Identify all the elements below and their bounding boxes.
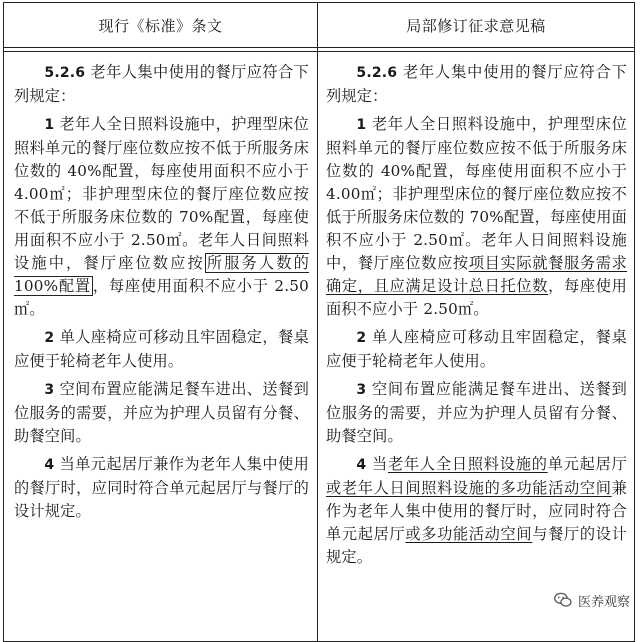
clause-item-1: 1 老年人全日照料设施中，护理型床位照料单元的餐厅座位数应按不低于所服务床位数的 40%配置，每座使用面积不应小于 4.00㎡；非护理型床位的餐厅座位数应按不低于所服务床位数的 70%配置，每座使用面积不应小于 2.50㎡。老年人日间照料设施中，餐厅座位数应按 所服务人数的 100%配置 ，每座使用面积不应小于 2.50㎡。 [14,115,310,318]
underlined-revision: 或老年人日间照料设施的多功能活动空间 [326,479,612,497]
header-current-standard: 现行《标准》条文 [98,16,223,35]
clause-item-3: 3 空间布置应能满足餐车进出、送餐到位服务的需要，并应为护理人员留有分餐、助餐空间。 [14,380,309,445]
boxed-text: 所服务人数的 100%配置 [14,254,309,295]
wechat-icon [553,590,573,610]
comparison-table [3,2,635,642]
underlined-revision: 老年人全日照料设施的 [387,455,548,473]
clause-item-4: 4 当单元起居厅兼作为老年人集中使用的餐厅时，应同时符合单元起居厅与餐厅的设计规定。 [14,455,309,520]
current-standard-column [14,61,309,528]
clause-item-2: 2 单人座椅应可移动且牢固稳定，餐桌应便于轮椅老年人使用。 [326,328,627,370]
column-divider [317,3,318,641]
clause-item-1: 1 老年人全日照料设施中，护理型床位照料单元的餐厅座位数应按不低于所服务床位数的 40%配置，每座使用面积不应小于 4.00㎡；非护理型床位的餐厅座位数应按不低于所服务床位数的 70%配置，每座使用面积不应小于 2.50㎡。老年人日间照料设施中，餐厅座位数应按项目实际就餐服务需求确定，且应满足设计总日托位数，每座使用面积不应小于 2.50㎡。 [326,115,628,318]
header-revision-draft: 局部修订征求意见稿 [406,16,546,35]
revision-draft-column [326,61,627,574]
clause-heading: 5.2.6 老年人集中使用的餐厅应符合下列规定： [326,63,627,105]
clause-item-3: 3 空间布置应能满足餐车进出、送餐到位服务的需要，并应为护理人员留有分餐、助餐空间。 [326,380,627,445]
header-divider-double [4,51,634,52]
watermark-text: 医养观察 [577,594,630,610]
clause-heading: 5.2.6 老年人集中使用的餐厅应符合下列规定： [14,63,309,105]
clause-item-4: 4 当老年人全日照料设施的单元起居厅或老年人日间照料设施的多功能活动空间兼作为老年人集中使用的餐厅时，应同时符合单元起居厅或多功能活动空间与餐厅的设计规定。 [326,455,628,566]
underlined-revision: 项目实际就餐服务需求确定，且应满足设计总日托位数 [326,254,628,295]
underlined-revision: 或多功能活动空间 [405,525,533,543]
header-divider [4,47,634,48]
watermark [549,588,634,612]
clause-item-2: 2 单人座椅应可移动且牢固稳定，餐桌应便于轮椅老年人使用。 [14,328,309,370]
